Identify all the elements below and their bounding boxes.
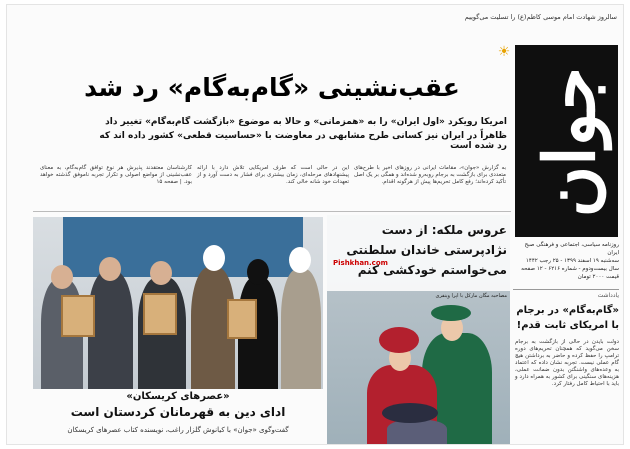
- sidebar-divider: [513, 289, 619, 290]
- main-headline: عقب‌نشینی «گام‌به‌گام» رد شد: [84, 73, 460, 102]
- ceremony-photo: [33, 217, 323, 389]
- photo-head: [51, 265, 73, 289]
- photo-hat: [431, 305, 471, 321]
- photo-head: [150, 261, 172, 285]
- headline-body-column: این در حالی است که طرف امریکایی تلاش دارد با ارائه پیشنهادهای مرحله‌ای، زمان بیشتری برای فشار به دست آورد و از تعهدات خود شانه خالی کند.: [197, 165, 349, 185]
- headline-body-column: به گزارش «جوان»، مقامات ایرانی در روزهای اخیر با طرح‌های متعددی برای بازگشت به برجام روبه‌رو شده‌اند و همگی بر یک اصل تأکید کرده‌اند؛ رفع کامل تحریم‌ها پیش از هرگونه اقدام.: [353, 165, 506, 185]
- photo-head: [99, 257, 121, 281]
- photo-turban: [289, 247, 311, 273]
- headline-subtitle: ظاهراً در ایران نیز کسانی طرح مشابهی در معاوضت با «حساسیت قطعی» کشور داده اند که رد شده است: [99, 131, 507, 151]
- certificate: [227, 299, 257, 339]
- watermark: Pishkhan.com: [333, 259, 388, 267]
- photo-turban: [203, 245, 225, 271]
- masthead-name: جوان: [528, 67, 611, 218]
- masthead-info: [515, 241, 619, 281]
- section-divider: [33, 211, 511, 212]
- photo-person: [281, 269, 321, 389]
- feature-title: ادای دین به قهرمانان کردستان است: [70, 405, 286, 419]
- photo-chador: [247, 259, 269, 285]
- newspaper-front-page: [6, 4, 624, 445]
- certificate: [61, 295, 95, 337]
- info-line: روزنامه سیاسی، اجتماعی و فرهنگی صبح ایران: [524, 242, 619, 256]
- info-line: قیمت ۲۰۰۰ تومان: [577, 274, 619, 280]
- royal-headline-panel: [327, 215, 510, 291]
- opinion-title: «گام‌به‌گام» در برجام با امریکای ثابت قدم!: [516, 305, 619, 331]
- sun-icon: ☀: [497, 44, 511, 60]
- masthead: [515, 45, 618, 237]
- info-line: سه‌شنبه ۱۹ اسفند ۱۳۹۹ - ۲۵ رجب ۱۴۴۲: [525, 258, 619, 264]
- royal-caption: مصاحبه مگان مارکل با اپرا وینفری: [435, 293, 507, 299]
- certificate: [143, 293, 177, 335]
- opinion-label: یادداشت: [597, 292, 619, 299]
- royal-headline: عروس ملکه: از دست نژادپرستی خاندان سلطنتی می‌خواستم خودکشی کنم: [346, 223, 507, 277]
- top-tagline: سالروز شهادت امام موسی کاظم(ع) را تسلیت می‌گوییم: [464, 13, 617, 21]
- feature-kicker: «عصرهای کریسکان»: [126, 391, 230, 402]
- headline-kicker: امریکا رویکرد «اول ایران» را به «همزمانی» و حالا به موضوع «بازگشت گام‌به‌گام» تغییر داد: [105, 117, 507, 127]
- photo-figure: [387, 420, 447, 445]
- royal-photo: [327, 215, 510, 445]
- opinion-body: دولت بایدن در حالی از بازگشت به برجام سخن می‌گوید که همچنان تحریم‌های دوره ترامپ را حفظ کرده و حاضر به برداشتن هیچ گام عملی نیست. تجربه نشان داده که اعتماد به وعده‌های واشنگتن بدون ضمانت عملی، هزینه‌های سنگینی برای کشور به همراه دارد و باید با احتیاط کامل رفتار کرد.: [515, 339, 619, 387]
- photo-hat: [379, 327, 419, 353]
- feature-body: گفت‌وگوی «جوان» با کیانوش گلزار راغب، نویسنده کتاب عصرهای کریسکان: [67, 426, 289, 434]
- photo-hat: [382, 403, 438, 423]
- info-line: سال بیست‌ودوم - شماره ۶۲۱۶ - ۱۲ صفحه: [521, 266, 619, 272]
- headline-body-column: کارشناسان معتقدند پذیرش هر نوع توافق گام‌به‌گام، به معنای عقب‌نشینی از مواضع اصولی و تکرار تجربه ناموفق گذشته خواهد بود. | صفحه ۱۵: [40, 165, 192, 185]
